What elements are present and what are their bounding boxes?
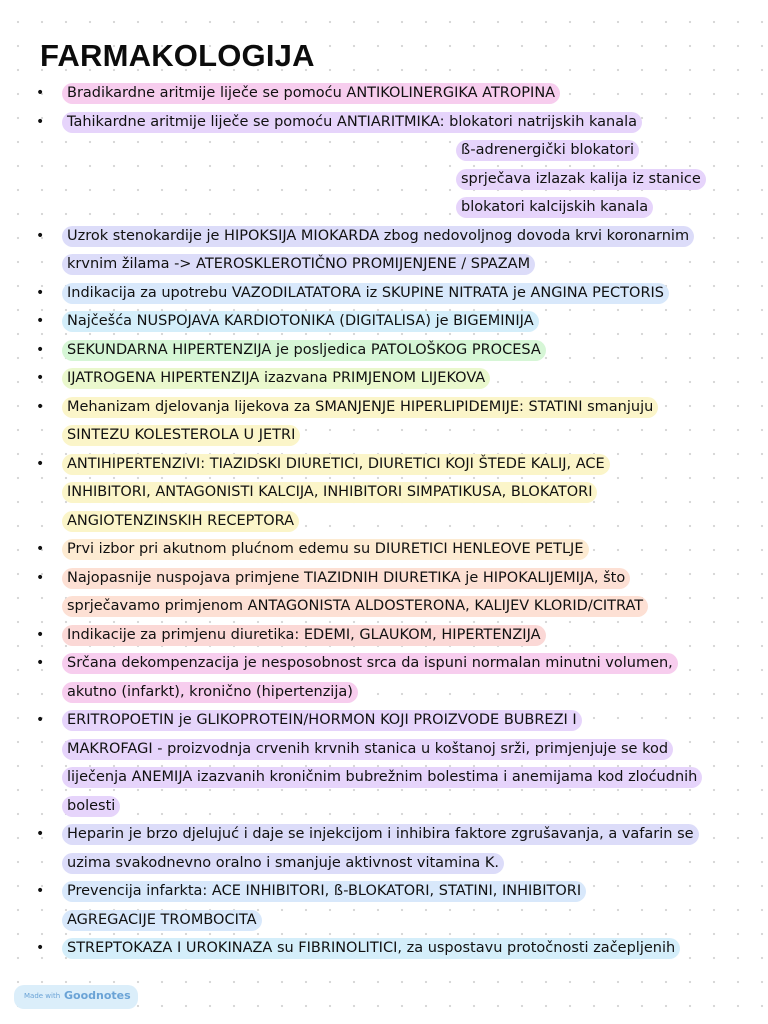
highlighted-text: ERITROPOETIN je GLIKOPROTEIN/HORMON KOJI PROIZVODE BUBREZI I (62, 710, 582, 731)
list-item-line (0, 193, 768, 222)
list-item-line (0, 421, 768, 450)
list-item-line (0, 649, 768, 678)
list-item-line (0, 336, 768, 365)
list-item-line (0, 165, 768, 194)
list-item (0, 820, 768, 877)
highlighted-text: INHIBITORI, ANTAGONISTI KALCIJA, INHIBITORI SIMPATIKUSA, BLOKATORI (62, 482, 597, 503)
list-item-line (0, 478, 768, 507)
list-item-line (0, 763, 768, 792)
bullet-point: • (36, 626, 45, 643)
list-item (0, 393, 768, 450)
list-item-line (0, 79, 768, 108)
highlighted-text: SEKUNDARNA HIPERTENZIJA je posljedica PATOLOŠKOG PROCESA (62, 340, 546, 361)
list-item-line (0, 934, 768, 963)
list-item-line (0, 621, 768, 650)
highlighted-text: STREPTOKAZA I UROKINAZA su FIBRINOLITICI, za uspostavu protočnosti začepljenih (62, 938, 680, 959)
list-item (0, 877, 768, 934)
highlighted-text: Srčana dekompenzacija je nesposobnost srca da ispuni normalan minutni volumen, (62, 653, 678, 674)
highlighted-text: Prevencija infarkta: ACE INHIBITORI, ß-BLOKATORI, STATINI, INHIBITORI (62, 881, 586, 902)
list-item (0, 649, 768, 706)
highlighted-text: MAKROFAGI - proizvodnja crvenih krvnih stanica u koštanoj srži, primjenjuje se kod (62, 739, 673, 760)
bullet-point: • (36, 569, 45, 586)
bullet-point: • (36, 455, 45, 472)
list-item-line (0, 792, 768, 821)
bullet-point: • (36, 826, 45, 842)
list-item-line (0, 735, 768, 764)
highlighted-text: Indikacija za upotrebu VAZODILATATORA iz SKUPINE NITRATA je ANGINA PECTORIS (62, 283, 669, 304)
list-item-line (0, 906, 768, 935)
list-item-line (0, 877, 768, 906)
list-item (0, 336, 768, 365)
list-item (0, 222, 768, 279)
list-item (0, 706, 768, 820)
list-item (0, 450, 768, 536)
bullet-point: • (36, 940, 45, 956)
list-item-line (0, 820, 768, 849)
bullet-point: • (36, 370, 45, 386)
list-item (0, 307, 768, 336)
highlighted-text: liječenja ANEMIJA izazvanih kroničnim bubrežnim bolestima i anemijama kod zloćudnih (62, 767, 702, 788)
badge-made-with: Made with (24, 992, 61, 1000)
highlighted-text: SINTEZU KOLESTEROLA U JETRI (62, 425, 300, 446)
list-item-line (0, 250, 768, 279)
bullet-point: • (36, 541, 45, 557)
list-item (0, 79, 768, 108)
list-item-line (0, 307, 768, 336)
list-item (0, 535, 768, 564)
list-item-line (0, 535, 768, 564)
bullet-point: • (36, 113, 45, 130)
list-item-line (0, 592, 768, 621)
list-item-line (0, 136, 768, 165)
bullet-point: • (36, 655, 45, 671)
list-item-line (0, 678, 768, 707)
bullet-point: • (36, 85, 45, 101)
list-item-line (0, 364, 768, 393)
goodnotes-badge (14, 985, 138, 1009)
list-item (0, 934, 768, 963)
highlighted-text: IJATROGENA HIPERTENZIJA izazvana PRIMJENOM LIJEKOVA (62, 368, 490, 389)
highlighted-text: blokatori kalcijskih kanala (456, 197, 653, 218)
highlighted-text: Bradikardne aritmije liječe se pomoću ANTIKOLINERGIKA ATROPINA (62, 83, 560, 104)
highlighted-text: akutno (infarkt), kronično (hipertenzija) (62, 682, 358, 703)
bullet-point: • (36, 284, 45, 301)
list-item (0, 364, 768, 393)
highlighted-text: krvnim žilama -> ATEROSKLEROTIČNO PROMIJENJENE / SPAZAM (62, 254, 535, 275)
list-item-line (0, 507, 768, 536)
bullet-point: • (36, 341, 45, 358)
list-item-line (0, 706, 768, 735)
highlighted-text: Mehanizam djelovanja lijekova za SMANJENJE HIPERLIPIDEMIJE: STATINI smanjuju (62, 397, 658, 418)
highlighted-text: Najčešća NUSPOJAVA KARDIOTONIKA (DIGITALISA) je BIGEMINIJA (62, 311, 539, 332)
list-item-line (0, 849, 768, 878)
highlighted-text: Heparin je brzo djelujuć i daje se injekcijom i inhibira faktore zgrušavanja, a vafarin se (62, 824, 699, 845)
list-item (0, 108, 768, 222)
highlighted-text: bolesti (62, 796, 120, 817)
list-item (0, 621, 768, 650)
list-item (0, 279, 768, 308)
notes-list (0, 79, 768, 963)
list-item (0, 564, 768, 621)
bullet-point: • (36, 227, 45, 244)
list-item-line (0, 450, 768, 479)
bullet-point: • (36, 712, 45, 728)
bullet-point: • (36, 313, 45, 329)
highlighted-text: Najopasnije nuspojava primjene TIAZIDNIH DIURETIKA je HIPOKALIJEMIJA, što (62, 568, 630, 589)
highlighted-text: sprječavamo primjenom ANTAGONISTA ALDOSTERONA, KALIJEV KLORID/CITRAT (62, 596, 648, 617)
highlighted-text: ANGIOTENZINSKIH RECEPTORA (62, 511, 299, 532)
highlighted-text: Tahikardne aritmije liječe se pomoću ANTIARITMIKA: blokatori natrijskih kanala (62, 112, 642, 133)
list-item-line (0, 564, 768, 593)
bullet-point: • (36, 883, 45, 899)
highlighted-text: uzima svakodnevno oralno i smanjuje aktivnost vitamina K. (62, 853, 504, 874)
highlighted-text: sprječava izlazak kalija iz stanice (456, 169, 706, 190)
highlighted-text: ß-adrenergički blokatori (456, 140, 639, 161)
badge-brand: Goodnotes (64, 989, 131, 1002)
highlighted-text: Uzrok stenokardije je HIPOKSIJA MIOKARDA zbog nedovoljnog dovoda krvi koronarnim (62, 226, 694, 247)
highlighted-text: Indikacije za primjenu diuretika: EDEMI, GLAUKOM, HIPERTENZIJA (62, 625, 546, 646)
highlighted-text: Prvi izbor pri akutnom plućnom edemu su DIURETICI HENLEOVE PETLJE (62, 539, 589, 560)
highlighted-text: AGREGACIJE TROMBOCITA (62, 910, 262, 931)
list-item-line (0, 222, 768, 251)
highlighted-text: ANTIHIPERTENZIVI: TIAZIDSKI DIURETICI, DIURETICI KOJI ŠTEDE KALIJ, ACE (62, 454, 610, 475)
list-item-line (0, 279, 768, 308)
page-title: FARMAKOLOGIJA (40, 38, 315, 73)
list-item-line (0, 393, 768, 422)
bullet-point: • (36, 398, 45, 415)
list-item-line (0, 108, 768, 137)
